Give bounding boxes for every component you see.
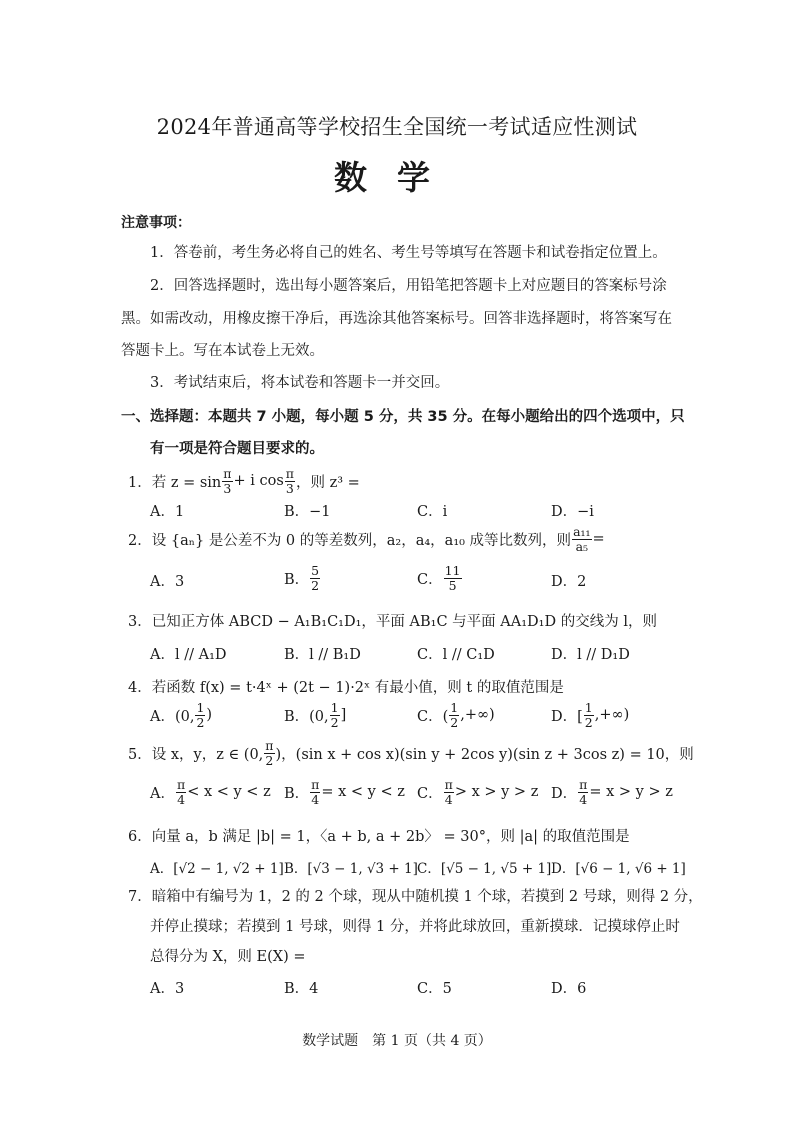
q2-option-c <box>417 561 463 595</box>
question-7-line2: 并停止摸球；若摸到 1 号球，则得 1 分，并将此球放回，重新摸球．记摸球停止时 <box>150 919 680 935</box>
question-text: 若 z = sin <box>151 474 222 491</box>
q4-option-a <box>150 698 212 732</box>
q5-option-d <box>551 775 673 809</box>
section-heading-line2: 有一项是符合题目要求的。 <box>150 441 324 457</box>
option-label: D． <box>551 785 578 802</box>
fraction <box>176 778 186 807</box>
q3-option-c: C．l // C₁D <box>417 647 495 663</box>
fraction-numerator: 5 <box>311 562 320 578</box>
fraction-denominator: 2 <box>311 577 320 593</box>
q7-option-c: C．5 <box>417 981 452 997</box>
option-text: ] <box>340 707 347 723</box>
q4-option-d <box>551 698 629 732</box>
fraction-numerator: π <box>285 465 295 481</box>
question-2 <box>128 523 605 555</box>
question-text: + i cos <box>233 473 284 489</box>
question-text: 设 x，y，z ∈ (0, <box>151 746 264 763</box>
question-3 <box>128 610 657 631</box>
note-item-1: 1．答卷前，考生务必将自己的姓名、考生号等填写在答题卡和试卷指定位置上。 <box>150 245 667 261</box>
question-text: )，(sin x + cos x)(sin y + 2cos y)(sin z + 3cos z) = 10，则 <box>275 746 694 763</box>
q3-option-d: D．l // D₁D <box>551 647 630 663</box>
question-5 <box>128 736 694 770</box>
fraction-numerator: 1 <box>584 699 593 715</box>
fraction-denominator: a₅ <box>575 538 589 554</box>
fraction-numerator: 1 <box>450 699 459 715</box>
exam-title: 2024年普通高等学校招生全国统一考试适应性测试 <box>156 115 638 139</box>
question-text: = <box>592 531 605 547</box>
q7-option-a: A．3 <box>150 981 185 997</box>
question-number: 2． <box>128 532 152 549</box>
note-item-2-line2: 黑。如需改动，用橡皮擦干净后，再选涂其他答案标号。回答非选择题时，将答案写在 <box>121 311 672 327</box>
fraction-numerator: π <box>444 776 453 792</box>
q1-option-a: A．1 <box>150 504 185 520</box>
question-text: 暗箱中有编号为 1，2 的 2 个球，现从中随机摸 1 个球，若摸到 2 号球，则得 2 分， <box>151 889 703 905</box>
fraction-denominator: 4 <box>311 791 320 807</box>
q2-option-a: A．3 <box>150 574 185 590</box>
fraction-numerator: 1 <box>330 699 339 715</box>
option-text: = x < y < z <box>321 784 405 800</box>
option-label: C．( <box>417 708 449 725</box>
option-label: B． <box>284 571 310 588</box>
fraction-numerator: 11 <box>444 562 461 578</box>
section-heading-line1: 一、选择题：本题共 7 小题，每小题 5 分，共 35 分。在每小题给出的四个选项中，只 <box>121 409 685 425</box>
question-1 <box>128 466 360 496</box>
fraction <box>222 467 232 496</box>
fraction-denominator: 3 <box>285 480 294 496</box>
option-text: ,+∞) <box>594 707 630 723</box>
q5-option-a <box>150 775 271 809</box>
fraction <box>310 778 320 807</box>
q1-option-d: D．−i <box>551 504 594 520</box>
fraction <box>264 739 274 768</box>
question-number: 4． <box>128 680 152 696</box>
option-label: B． <box>284 785 310 802</box>
question-text: 已知正方体 ABCD − A₁B₁C₁D₁，平面 AB₁C 与平面 AA₁D₁D 的交线为 l，则 <box>151 614 657 630</box>
option-label: A． <box>150 785 175 802</box>
fraction-numerator: π <box>311 776 320 792</box>
question-text: ，则 z³ = <box>296 474 360 491</box>
option-text: = x > y > z <box>589 784 673 800</box>
notes-heading: 注意事项： <box>121 215 191 231</box>
fraction-numerator: π <box>223 465 232 481</box>
q4-option-c <box>417 698 495 732</box>
option-label: C． <box>417 785 443 802</box>
option-label: D．[ <box>551 708 583 725</box>
question-number: 3． <box>128 614 152 630</box>
option-text: ,+∞) <box>460 707 495 723</box>
fraction-denominator: 5 <box>448 577 457 593</box>
question-4 <box>128 676 564 697</box>
fraction <box>584 701 594 730</box>
question-number: 5． <box>128 746 152 763</box>
question-text: 向量 a，b 满足 |b| = 1，〈a + b, a + 2b〉 = 30°，则 |a| 的取值范围是 <box>151 829 630 845</box>
fraction-denominator: 4 <box>579 791 588 807</box>
fraction <box>449 701 459 730</box>
q3-option-a: A．l // A₁D <box>150 647 227 663</box>
fraction-numerator: π <box>579 776 588 792</box>
fraction <box>330 701 340 730</box>
fraction <box>572 525 591 554</box>
option-label: C． <box>417 571 443 588</box>
fraction <box>195 701 205 730</box>
q2-option-d: D．2 <box>551 574 587 590</box>
question-7-line1 <box>128 885 703 906</box>
fraction-numerator: 1 <box>196 699 205 715</box>
question-6 <box>128 825 630 846</box>
option-text: < x < y < z <box>187 784 271 800</box>
q6-option-b: B．[√3 − 1, √3 + 1] <box>284 861 418 877</box>
fraction-denominator: 4 <box>444 791 453 807</box>
fraction <box>444 778 454 807</box>
fraction-denominator: 2 <box>584 714 593 730</box>
q1-option-c: C．i <box>417 504 448 520</box>
note-item-3: 3．考试结束后，将本试卷和答题卡一并交回。 <box>150 375 450 391</box>
q3-option-b: B．l // B₁D <box>284 647 361 663</box>
q5-option-c <box>417 775 538 809</box>
option-text: ) <box>206 707 213 723</box>
fraction-denominator: 2 <box>265 752 274 768</box>
page-footer: 数学试题 第 1 页（共 4 页） <box>302 1033 492 1049</box>
fraction-denominator: 2 <box>196 714 205 730</box>
note-item-2-line1: 2．回答选择题时，选出每小题答案后，用铅笔把答题卡上对应题目的答案标号涂 <box>150 278 667 294</box>
fraction <box>578 778 588 807</box>
note-item-2-line3: 答题卡上。写在本试卷上无效。 <box>121 343 324 359</box>
option-label: B．(0, <box>284 708 329 725</box>
subject-title: 数学 <box>334 158 460 197</box>
fraction-denominator: 4 <box>177 791 186 807</box>
q6-option-d: D．[√6 − 1, √6 + 1] <box>551 861 686 877</box>
question-text: 若函数 f(x) = t·4ˣ + (2t − 1)·2ˣ 有最小值，则 t 的取值范围是 <box>151 680 564 696</box>
fraction-denominator: 3 <box>223 480 232 496</box>
q7-option-d: D．6 <box>551 981 587 997</box>
fraction <box>310 564 320 593</box>
fraction <box>285 467 295 496</box>
question-text: 设 {aₙ} 是公差不为 0 的等差数列，a₂，a₄，a₁₀ 成等比数列，则 <box>151 532 572 549</box>
option-text: > x > y > z <box>454 784 539 800</box>
q4-option-b <box>284 698 346 732</box>
question-7-line3: 总得分为 X，则 E(X) = <box>150 949 306 965</box>
q6-option-a: A．[√2 − 1, √2 + 1] <box>150 861 284 877</box>
q1-option-b: B．−1 <box>284 504 331 520</box>
question-number: 6． <box>128 829 152 845</box>
question-number: 1． <box>128 474 152 491</box>
fraction <box>444 564 462 593</box>
option-label: A．(0, <box>150 708 195 725</box>
q6-option-c: C．[√5 − 1, √5 + 1] <box>417 861 552 877</box>
q7-option-b: B．4 <box>284 981 319 997</box>
fraction-denominator: 2 <box>330 714 339 730</box>
q2-option-b <box>284 561 321 595</box>
fraction-numerator: a₁₁ <box>573 523 591 539</box>
question-number: 7． <box>128 889 152 905</box>
fraction-numerator: π <box>176 776 186 792</box>
fraction-denominator: 2 <box>450 714 459 730</box>
q5-option-b <box>284 775 405 809</box>
fraction-numerator: π <box>265 737 274 753</box>
